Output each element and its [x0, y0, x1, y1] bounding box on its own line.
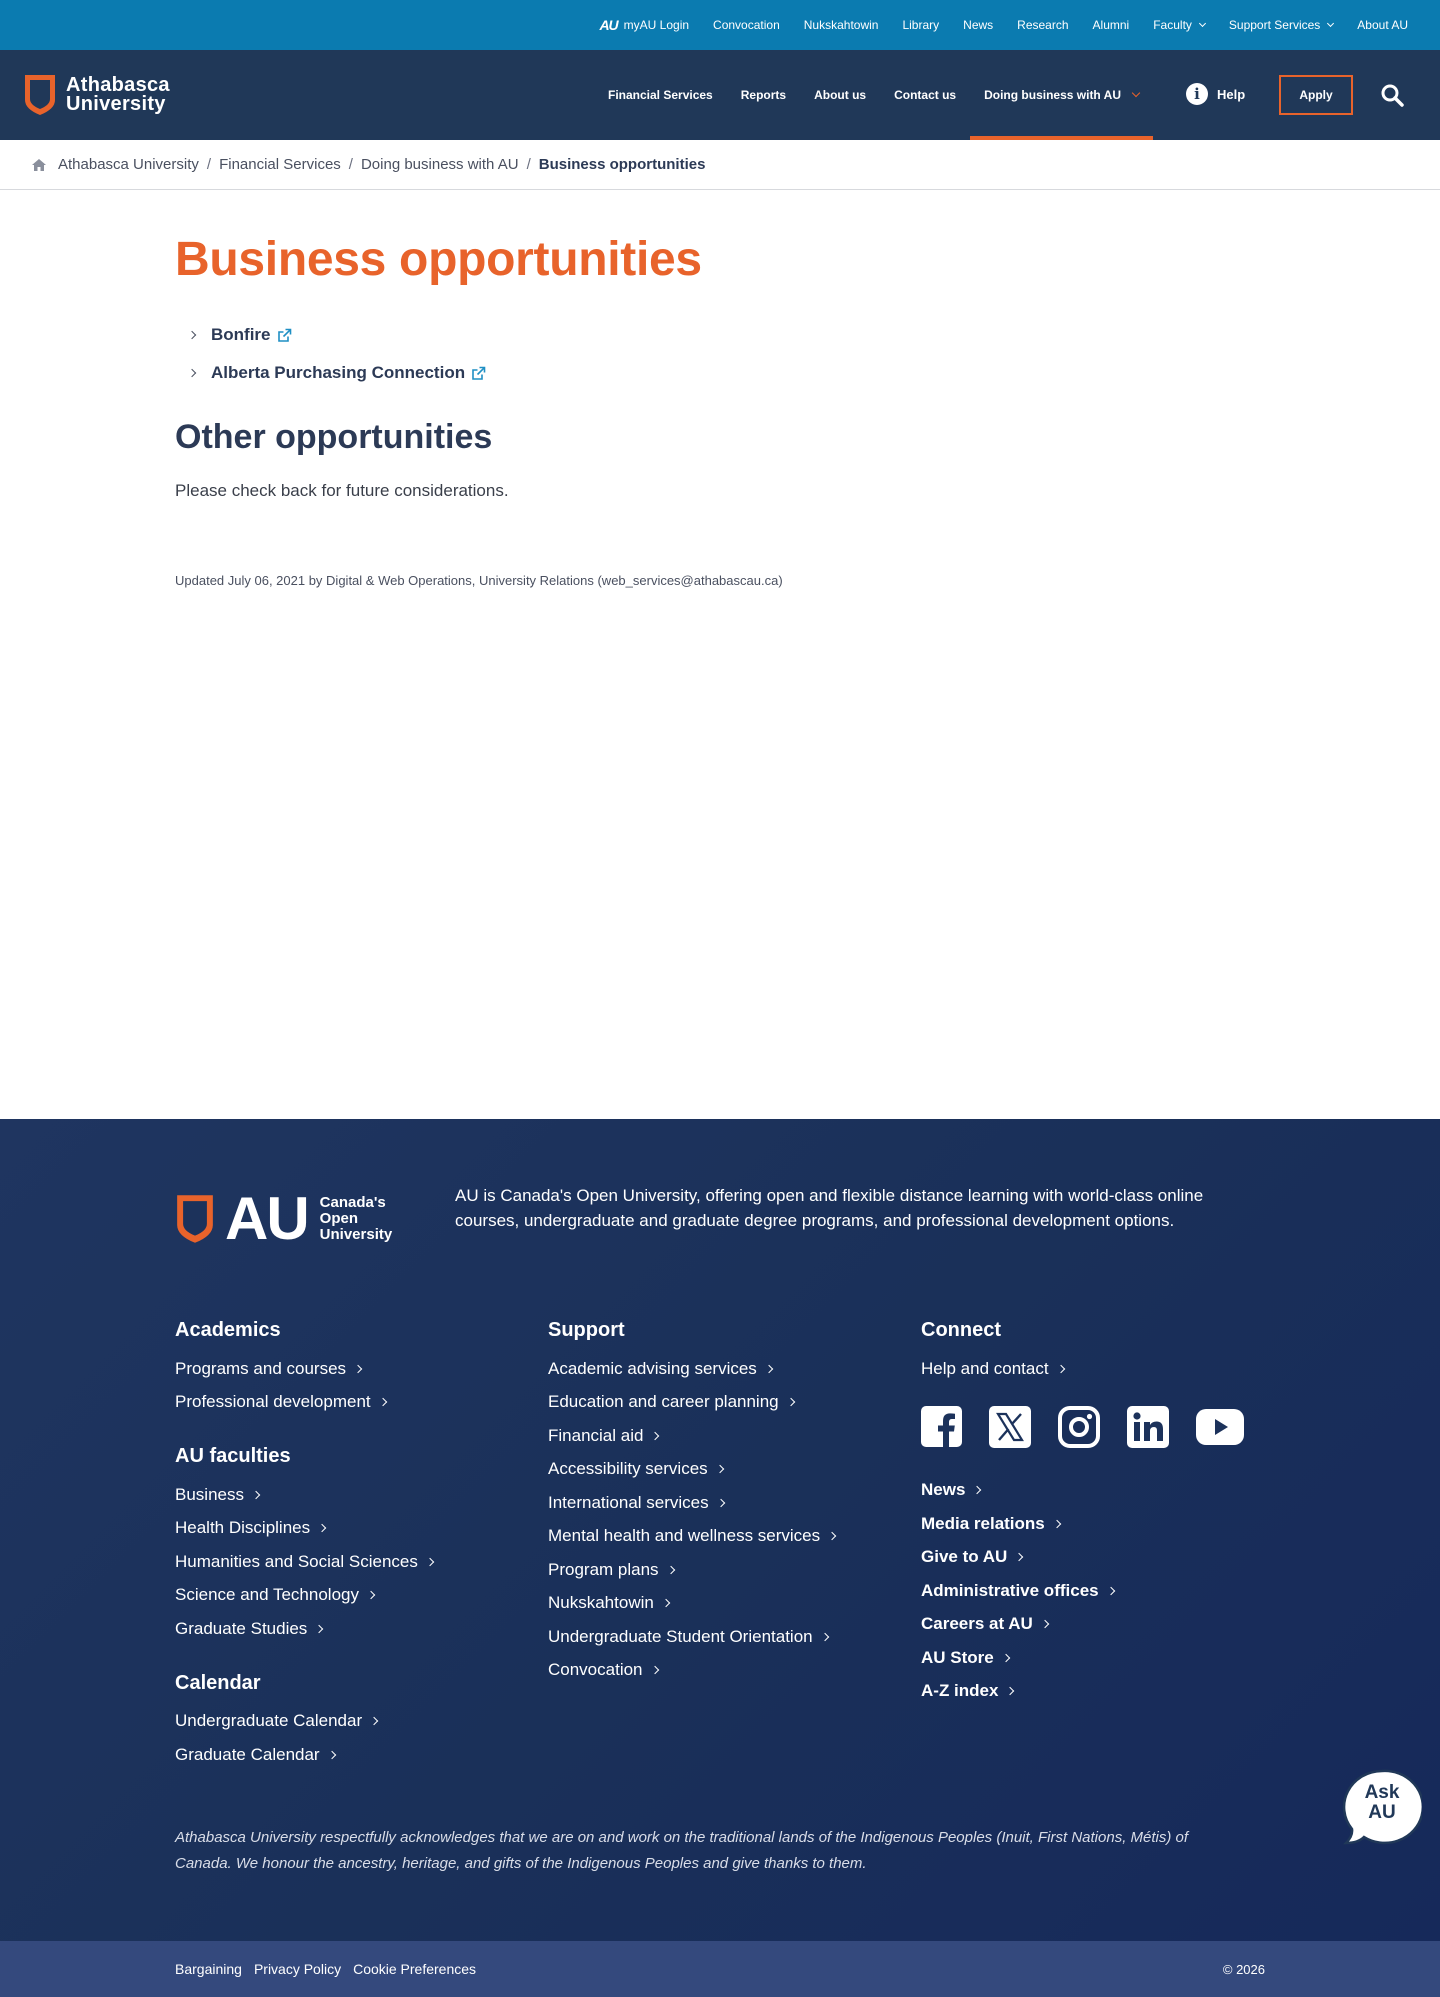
- footer-logo: [175, 1185, 393, 1252]
- breadcrumb-financial-services[interactable]: Financial Services: [219, 156, 341, 173]
- footer-link-orientation[interactable]: [548, 1620, 835, 1654]
- ask-au-label[interactable]: [1342, 1783, 1422, 1823]
- footer-link-label: Professional development: [175, 1392, 371, 1412]
- help-link[interactable]: [1186, 83, 1245, 105]
- nav-doing-business[interactable]: [970, 50, 1153, 140]
- footer-link-international[interactable]: [548, 1486, 835, 1520]
- util-dropdown-support-services[interactable]: [1229, 18, 1333, 32]
- external-link-icon: [471, 366, 486, 381]
- chevron-right-icon: [662, 1599, 670, 1607]
- breadcrumb-doing-business[interactable]: Doing business with AU: [360, 156, 519, 173]
- chevron-right-icon: [715, 1465, 723, 1473]
- util-link-convocation[interactable]: Convocation: [713, 18, 780, 32]
- spacer: [175, 1646, 433, 1672]
- linkedin-icon[interactable]: [1127, 1406, 1169, 1448]
- logo-line-1: Athabasca: [66, 74, 170, 96]
- chevron-right-icon: [650, 1666, 658, 1674]
- util-link-research[interactable]: Research: [1017, 18, 1069, 32]
- footer-link-label: International services: [548, 1492, 709, 1512]
- footer-link-label: Program plans: [548, 1559, 659, 1579]
- external-link-icon: [277, 328, 292, 343]
- footer-link-label: Graduate Studies: [175, 1618, 308, 1638]
- footer-link-science[interactable]: [175, 1579, 433, 1613]
- footer-heading-academics: Academics: [175, 1319, 281, 1341]
- chevron-right-icon: [188, 331, 196, 339]
- bargaining-link[interactable]: Bargaining: [175, 1961, 242, 1977]
- site-footer: [0, 1119, 1440, 1941]
- footer-link-label: Administrative offices: [921, 1580, 1099, 1600]
- chevron-right-icon: [651, 1432, 659, 1440]
- page-title: Business opportunities: [175, 233, 702, 286]
- facebook-icon[interactable]: [921, 1406, 962, 1447]
- footer-link-graduate-studies[interactable]: [175, 1612, 433, 1646]
- site-logo[interactable]: [24, 74, 170, 116]
- social-links: [921, 1406, 1244, 1448]
- util-link-alumni[interactable]: Alumni: [1092, 18, 1130, 32]
- help-label: Help: [1217, 86, 1246, 102]
- chevron-right-icon: [786, 1398, 794, 1406]
- footer-link-label: Health Disciplines: [175, 1518, 311, 1538]
- footer-link-label: Media relations: [921, 1513, 1045, 1533]
- footer-link-label: Programs and courses: [175, 1358, 347, 1378]
- bonfire-link[interactable]: Bonfire: [211, 325, 271, 344]
- footer-link-label: Humanities and Social Sciences: [175, 1551, 418, 1571]
- footer-heading-support: Support: [548, 1319, 625, 1341]
- section-body: Please check back for future considerations.: [175, 481, 509, 500]
- breadcrumb-separator: /: [348, 156, 353, 173]
- footer-link-programs[interactable]: [175, 1352, 433, 1386]
- footer-link-humanities[interactable]: [175, 1545, 433, 1579]
- footer-tagline: [320, 1195, 393, 1243]
- myau-login-label: myAU Login: [623, 18, 690, 32]
- myau-login-link[interactable]: [599, 17, 689, 33]
- x-icon[interactable]: [989, 1406, 1031, 1448]
- footer-link-label: Mental health and wellness services: [548, 1526, 821, 1546]
- au-mini-logo: AU: [599, 17, 618, 33]
- main-header: [0, 50, 1440, 140]
- footer-link-au-store[interactable]: [921, 1641, 1244, 1675]
- footer-col-academics: [175, 1319, 433, 1772]
- spacer: [175, 1419, 433, 1445]
- utility-bar: [0, 0, 1440, 50]
- footer-link-label: Undergraduate Student Orientation: [548, 1626, 813, 1646]
- chevron-right-icon: [666, 1566, 674, 1574]
- chevron-right-icon: [1106, 1587, 1114, 1595]
- logo-line-2: University: [66, 93, 166, 115]
- breadcrumb-current: Business opportunities: [538, 156, 706, 173]
- footer-heading-faculties: AU faculties: [175, 1445, 291, 1467]
- footer-link-mental-health[interactable]: [548, 1520, 835, 1554]
- util-dropdown-faculty[interactable]: [1153, 18, 1205, 32]
- footer-link-program-plans[interactable]: [548, 1553, 835, 1587]
- nav-financial-services[interactable]: Financial Services: [608, 88, 713, 102]
- footer-heading-connect: Connect: [921, 1319, 1001, 1341]
- footer-link-undergrad-calendar[interactable]: [175, 1705, 433, 1739]
- list-item: [189, 354, 486, 392]
- cookie-preferences-link[interactable]: Cookie Preferences: [353, 1961, 477, 1977]
- footer-link-careers[interactable]: [921, 1608, 1244, 1642]
- tagline-line-3: University: [319, 1226, 393, 1243]
- bottom-bar: [0, 1941, 1440, 1997]
- chevron-down-icon: [1132, 89, 1140, 97]
- footer-link-nukskahtowin[interactable]: [548, 1587, 835, 1621]
- nav-contact-us[interactable]: Contact us: [894, 88, 957, 102]
- ask-au-line-2: AU: [1368, 1802, 1396, 1823]
- chevron-right-icon: [1015, 1553, 1023, 1561]
- footer-link-label: Business: [175, 1484, 244, 1504]
- footer-col-support: [548, 1319, 835, 1687]
- chevron-right-icon: [252, 1491, 260, 1499]
- footer-link-career-planning[interactable]: [548, 1386, 835, 1420]
- footer-link-label: Accessibility services: [548, 1459, 708, 1479]
- legal-links: [175, 1941, 476, 1997]
- nav-about-us[interactable]: About us: [814, 88, 867, 102]
- footer-link-convocation[interactable]: [548, 1654, 835, 1688]
- footer-link-label: Undergraduate Calendar: [175, 1711, 363, 1731]
- footer-link-financial-aid[interactable]: [548, 1419, 835, 1453]
- util-link-about-au[interactable]: About AU: [1357, 18, 1408, 32]
- footer-link-accessibility[interactable]: [548, 1453, 835, 1487]
- home-icon[interactable]: [32, 159, 46, 171]
- youtube-icon[interactable]: [1196, 1409, 1244, 1445]
- search-button[interactable]: [1379, 82, 1405, 108]
- footer-link-health[interactable]: [175, 1512, 433, 1546]
- chevron-down-icon: [1199, 20, 1206, 27]
- tagline-line-2: Open: [319, 1210, 359, 1227]
- chevron-right-icon: [973, 1486, 981, 1494]
- footer-link-give-to-au[interactable]: [921, 1541, 1244, 1575]
- nav-reports[interactable]: Reports: [740, 88, 787, 102]
- breadcrumb-separator: /: [206, 156, 212, 173]
- footer-link-label: Academic advising services: [548, 1358, 757, 1378]
- instagram-icon[interactable]: [1058, 1406, 1100, 1448]
- footer-link-label: Nukskahtowin: [548, 1593, 654, 1613]
- chevron-right-icon: [716, 1499, 724, 1507]
- chevron-right-icon: [1001, 1654, 1009, 1662]
- opportunity-links: [189, 316, 486, 392]
- chevron-right-icon: [370, 1717, 378, 1725]
- footer-link-label: Science and Technology: [175, 1585, 359, 1605]
- utility-nav: [599, 0, 1408, 50]
- footer-link-label: A-Z index: [921, 1681, 999, 1701]
- updated-note: Updated July 06, 2021 by Digital & Web Operations, University Relations (web_services@athabascau.ca): [175, 573, 783, 588]
- tagline-line-1: Canada's: [319, 1194, 386, 1211]
- footer-link-media-relations[interactable]: [921, 1507, 1244, 1541]
- footer-link-label: Give to AU: [921, 1547, 1008, 1567]
- chevron-right-icon: [1041, 1620, 1049, 1628]
- footer-link-grad-calendar[interactable]: [175, 1738, 433, 1772]
- footer-link-professional-development[interactable]: [175, 1386, 433, 1420]
- footer-link-advising[interactable]: [548, 1352, 835, 1386]
- footer-link-label: Graduate Calendar: [175, 1744, 320, 1764]
- land-acknowledgement: Athabasca University respectfully acknowledges that we are on and work on the traditional lands of the Indigenous Peoples (Inuit, First Nations, Métis) of Canada. We honour the ancestry, heritage, and gifts of the Indigenous Peoples and give thanks to them.: [175, 1829, 1189, 1872]
- logo-wordmark: [66, 76, 170, 114]
- footer-link-business[interactable]: [175, 1478, 433, 1512]
- footer-link-label: Convocation: [548, 1660, 643, 1680]
- chevron-right-icon: [820, 1633, 828, 1641]
- chevron-right-icon: [315, 1625, 323, 1633]
- list-item: [189, 316, 486, 354]
- ask-au-line-1: Ask: [1364, 1782, 1400, 1803]
- alberta-purchasing-link[interactable]: Alberta Purchasing Connection: [211, 363, 466, 382]
- chevron-right-icon: [765, 1365, 773, 1373]
- footer-link-label: Financial aid: [548, 1425, 644, 1445]
- info-icon: i: [1186, 83, 1208, 105]
- shield-logo-icon: [24, 74, 56, 116]
- main-nav: [594, 50, 1153, 140]
- chevron-right-icon: [1056, 1365, 1064, 1373]
- chevron-right-icon: [327, 1751, 335, 1759]
- footer-link-help-contact[interactable]: [921, 1352, 1244, 1386]
- footer-link-admin-offices[interactable]: [921, 1574, 1244, 1608]
- breadcrumb-separator: /: [526, 156, 531, 173]
- footer-col-connect: [921, 1319, 1244, 1708]
- chevron-down-icon: [1327, 20, 1334, 27]
- util-link-news[interactable]: News: [963, 18, 994, 32]
- footer-au-wordmark: AU: [225, 1185, 308, 1252]
- breadcrumb-home[interactable]: Athabasca University: [58, 156, 199, 173]
- chevron-right-icon: [188, 369, 196, 377]
- chevron-right-icon: [1006, 1687, 1014, 1695]
- util-support-label: Support Services: [1228, 18, 1321, 32]
- search-icon: [1379, 82, 1405, 108]
- footer-link-label: News: [921, 1480, 966, 1500]
- footer-link-label: AU Store: [921, 1647, 994, 1667]
- footer-link-news[interactable]: [921, 1474, 1244, 1508]
- footer-link-label: Education and career planning: [548, 1392, 779, 1412]
- apply-button[interactable]: Apply: [1279, 75, 1353, 115]
- chevron-right-icon: [828, 1532, 836, 1540]
- util-link-nukskahtowin[interactable]: Nukskahtowin: [803, 18, 879, 32]
- chevron-right-icon: [1053, 1520, 1061, 1528]
- copyright: © 2026: [1222, 1961, 1265, 1977]
- chevron-right-icon: [426, 1558, 434, 1566]
- util-faculty-label: Faculty: [1153, 18, 1192, 32]
- chevron-right-icon: [367, 1591, 375, 1599]
- breadcrumb: [0, 140, 1440, 190]
- section-title: Other opportunities: [175, 418, 493, 456]
- chevron-right-icon: [318, 1524, 326, 1532]
- footer-link-label: Careers at AU: [921, 1614, 1033, 1634]
- footer-heading-calendar: Calendar: [175, 1671, 261, 1694]
- nav-doing-business-label: Doing business with AU: [984, 88, 1121, 102]
- util-link-library[interactable]: Library: [902, 18, 940, 32]
- chevron-right-icon: [378, 1398, 386, 1406]
- privacy-policy-link[interactable]: Privacy Policy: [253, 1961, 342, 1977]
- chevron-right-icon: [354, 1365, 362, 1373]
- footer-description: AU is Canada's Open University, offering open and flexible distance learning with world-class online courses, undergraduate and graduate degree programs, and professional development options.: [455, 1186, 1204, 1230]
- footer-link-az-index[interactable]: [921, 1675, 1244, 1709]
- shield-logo-icon: [175, 1194, 215, 1244]
- footer-link-label: Help and contact: [921, 1358, 1049, 1378]
